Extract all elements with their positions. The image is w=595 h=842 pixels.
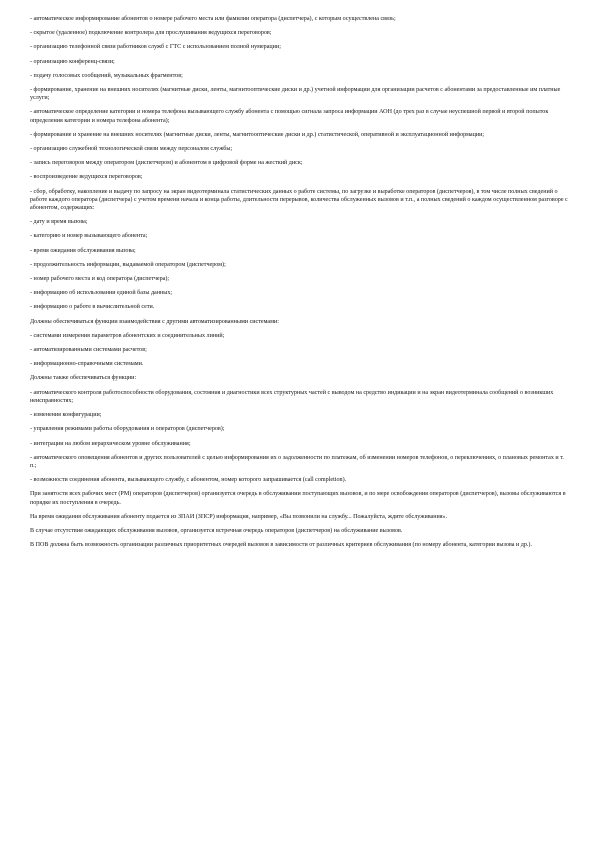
paragraph: - организацию конференц-связи; <box>30 58 115 65</box>
paragraph: - дату и время вызова; <box>30 219 88 226</box>
paragraph: - организацию телефонной связи работников служб с ГТС с использованием полной нумерации; <box>30 44 281 51</box>
paragraph: - системами измерения параметров абонентских и соединительных линий; <box>30 332 225 339</box>
paragraph: - автоматическое определение категории и номера телефона вызывающего службу абонента с помощью сигнала запроса информации АОН (до трех раз в случае неуспешной первой и второй попыток определения категории и номера телефона абонента); <box>30 109 549 124</box>
paragraph: - воспроизведение ведущихся переговоров; <box>30 174 143 181</box>
paragraph: - информацию об использовании единой базы данных; <box>30 290 173 297</box>
paragraph: - возможности соединения абонента, вызывающего службу, с абонентом, номер которого запрашивается (call completion). <box>30 477 347 484</box>
paragraph: - интеграции на любом иерархическом уровне обслуживания; <box>30 440 191 447</box>
paragraph: - продолжительность информации, выдаваемой оператором (диспетчером); <box>30 261 226 268</box>
paragraph: На время ожидания обслуживания абоненту подается из ЗПАИ (ЗПСР) информация, например, «Вы позвонили на службу... Пожалуйста, ждите обслуживания». <box>30 513 448 520</box>
paragraph: - формирование и хранение на внешних носителях (магнитные диски, ленты, магнитооптические диски и др.) статистической, оперативной и эксплуатационной информации; <box>30 131 485 138</box>
paragraph: - автоматическое информирование абонентов о номере рабочего места или фамилии оператора (диспетчера), с которым осуществлена связь; <box>30 16 396 22</box>
paragraph: Должны обеспечиваться функции взаимодействия с другими автоматизированными системами: <box>30 318 279 325</box>
paragraph: - организацию служебной технологической связи между персоналом службы; <box>30 146 233 153</box>
paragraph: - скрытое (удаленное) подключение контролера для прослушивания ведущихся переговоров; <box>30 30 272 37</box>
document-page <box>30 15 568 555</box>
paragraph: При занятости всех рабочих мест (РМ) операторов (диспетчеров) организуется очередь в обслуживании поступающих вызовов, и по мере освобождения операторов (диспетчеров), вызовы обслуживаются в порядке их поступления в очередь. <box>30 491 566 506</box>
paragraph: В ПОВ должна быть возможность организации различных приоритетных очередей вызовов в зависимости от различных критериев обслуживания (по номеру абонента, категории вызова и др.). <box>30 542 532 549</box>
paragraph: - формирование, хранение на внешних носителях (магнитные диски, ленты, магнитооптические диски и др.) учетной информации для организации расчетов с абонентами за предоставленные им платные услуги; <box>30 87 561 102</box>
paragraph: - автоматического оповещения абонентов и других пользователей с целью информирования их о задолженности по платежам, об изменении номеров телефонов, о переключениях, о плановых ремонтах и т. п.; <box>30 454 564 469</box>
paragraph: - автоматизированными системами расчетов; <box>30 347 147 354</box>
paragraph: - управления режимами работы оборудования и операторов (диспетчеров); <box>30 426 225 433</box>
paragraph: - категорию и номер вызывающего абонента; <box>30 233 148 240</box>
paragraph: В случае отсутствия ожидающих обслуживания вызовов, организуется встречная очередь операторов (диспетчеров) на обслуживание вызовов. <box>30 527 403 534</box>
paragraph: - запись переговоров между оператором (диспетчером) и абонентом в цифровой форме на жесткий диск; <box>30 160 303 167</box>
paragraph: Должны также обеспечиваться функции: <box>30 375 137 382</box>
paragraph: - номер рабочего места и код оператора (диспетчера); <box>30 276 170 283</box>
paragraph: - автоматического контроля работоспособности оборудования, состояния и диагностики всех структурных частей с выводом на средство индикации и на экран видеотерминала сообщений о возникших неисправностях; <box>30 389 554 404</box>
paragraph: - информационно-справочными системами. <box>30 361 144 368</box>
paragraph: - изменения конфигурации; <box>30 412 102 419</box>
paragraph: - сбор, обработку, накопление и выдачу по запросу на экран видеотерминала статистических данных о работе системы, по загрузке и выработке операторов (диспетчеров), в том числе полных сведений о работе каждого оператора (диспетчера) с учетом времени начала и конца работы, длительности перерывов, количества обслуженных вызовов и т.п., а полных сведений о каждом осуществленном разговоре с абонентом, содержащих: <box>30 188 568 212</box>
paragraph: - время ожидания обслуживания вызова; <box>30 247 136 254</box>
paragraph: - информацию о работе в вычислительной сети. <box>30 304 155 311</box>
paragraph: - подачу голосовых сообщений, музыкальных фрагментов; <box>30 72 183 79</box>
